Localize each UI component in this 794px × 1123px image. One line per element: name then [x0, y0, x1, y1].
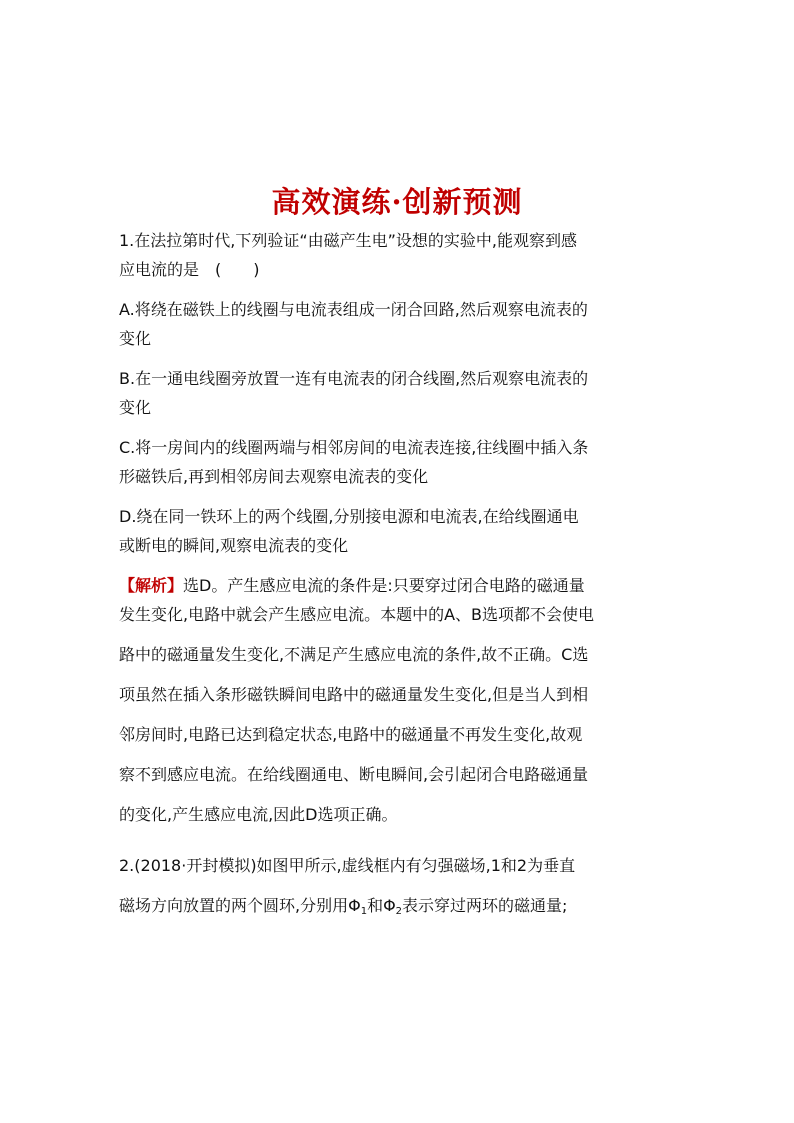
q1-stem-line-2: 应电流的是 ( ) — [119, 260, 260, 279]
q1-option-b-line-1: B.在一通电线圈旁放置一连有电流表的闭合线圈,然后观察电流表的 — [119, 369, 589, 388]
q2-text-b: 和Φ — [367, 896, 396, 915]
content-body — [119, 226, 679, 920]
analysis-line-7: 的变化,产生感应电流,因此D选项正确。 — [119, 805, 398, 824]
q2-line-1: 2.(2018·开封模拟)如图甲所示,虚线框内有匀强磁场,1和2为垂直 — [119, 856, 576, 875]
analysis-line-1 — [119, 571, 679, 600]
q1-option-c-line-1: C.将一房间内的线圈两端与相邻房间的电流表连接,往线圈中插入条 — [119, 438, 589, 457]
q2-text-a: 磁场方向放置的两个圆环,分别用Φ — [119, 896, 361, 915]
analysis-line-2: 发生变化,电路中就会产生感应电流。本题中的A、B选项都不会使电 — [119, 605, 595, 624]
analysis-line-3: 路中的磁通量发生变化,不满足产生感应电流的条件,故不正确。C选 — [119, 645, 589, 664]
page-title: 高效演练·创新预测 — [271, 185, 523, 219]
q1-stem-line-1: 1.在法拉第时代,下列验证“由磁产生电”设想的实验中,能观察到感 — [119, 231, 578, 250]
phi-2-subscript: 2 — [395, 906, 403, 917]
q2-text-c: 表示穿过两环的磁通量; — [402, 896, 568, 915]
analysis-first-text: 选D。产生感应电流的条件是:只要穿过闭合电路的磁通量 — [183, 576, 585, 595]
question-1 — [119, 226, 679, 560]
analysis-block — [119, 571, 679, 829]
q1-option-b-line-2: 变化 — [119, 398, 152, 417]
analysis-line-5: 邻房间时,电路已达到稳定状态,电路中的磁通量不再发生变化,故观 — [119, 725, 583, 744]
q2-line-2 — [119, 891, 679, 920]
analysis-line-6: 察不到感应电流。在给线圈通电、断电瞬间,会引起闭合电路磁通量 — [119, 765, 589, 784]
q1-option-a-line-1: A.将绕在磁铁上的线圈与电流表组成一闭合回路,然后观察电流表的 — [119, 300, 588, 319]
question-2 — [119, 851, 679, 920]
q1-option-d-line-2: 或断电的瞬间,观察电流表的变化 — [119, 536, 349, 555]
q1-option-d-line-1: D.绕在同一铁环上的两个线圈,分别接电源和电流表,在给线圈通电 — [119, 507, 579, 526]
analysis-line-4: 项虽然在插入条形磁铁瞬间电路中的磁通量发生变化,但是当人到相 — [119, 685, 589, 704]
q1-option-c-line-2: 形磁铁后,再到相邻房间去观察电流表的变化 — [119, 467, 429, 486]
analysis-tag: 【解析】 — [119, 576, 184, 595]
phi-1-subscript: 1 — [360, 906, 368, 917]
q1-option-a-line-2: 变化 — [119, 329, 152, 348]
